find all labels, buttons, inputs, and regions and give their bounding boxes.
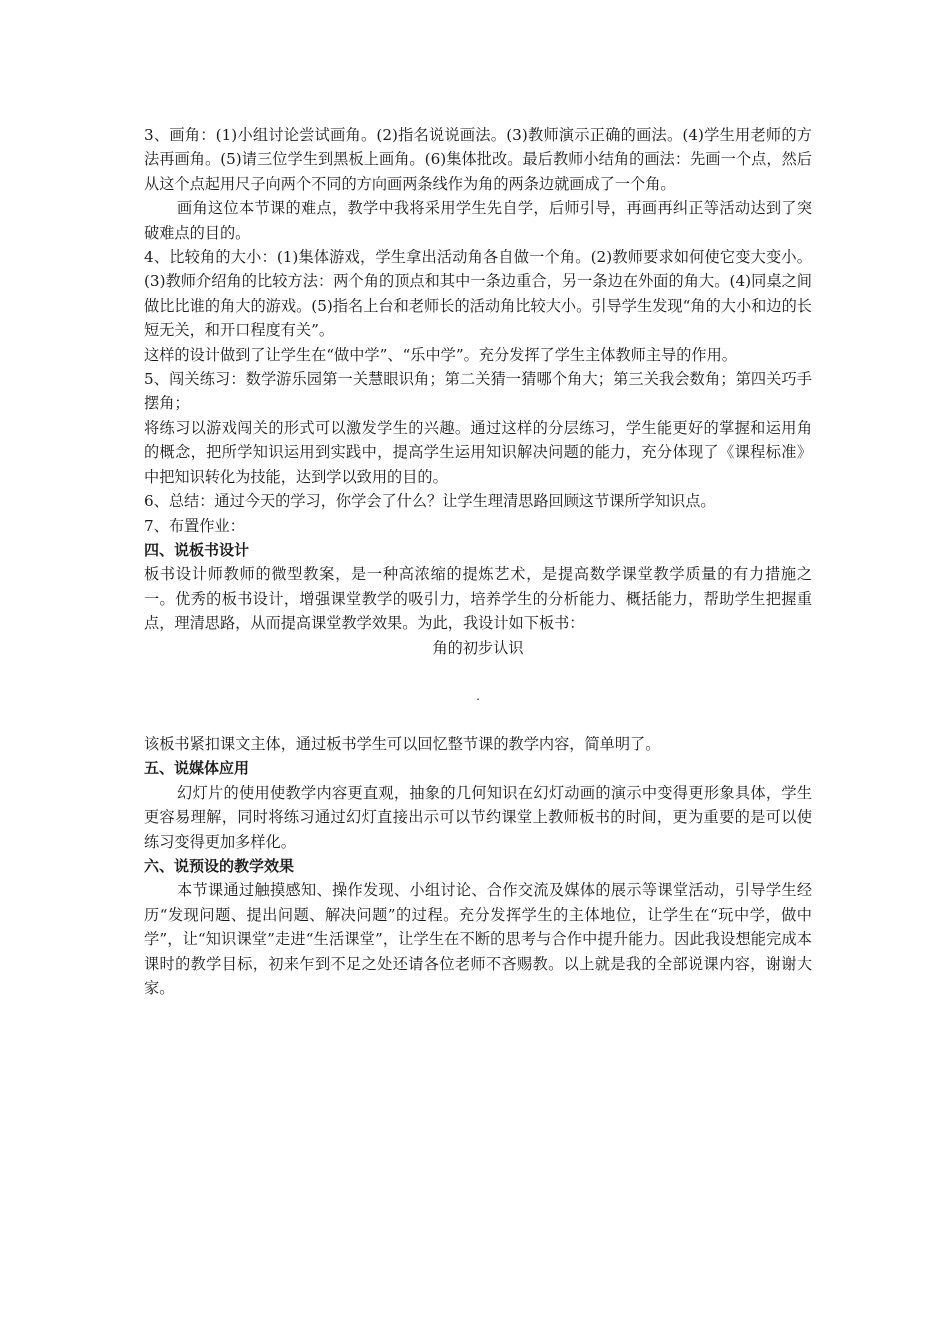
paragraph-board-design: 板书设计师教师的微型教案，是一种高浓缩的提炼艺术，是提高数学课堂教学质量的有力措施之一。优秀的板书设计，增强课堂教学的吸引力，培养学生的分析能力、概括能力，帮助学生把握重点，理清思路，从而提高课堂教学效果。为此，我设计如下板书： [144,565,812,633]
section-heading-media: 五、说媒体应用 [144,759,250,778]
board-placeholder-dot: . [476,688,480,703]
spacer [144,708,812,732]
spacer [144,660,812,684]
paragraph-homework: 7、布置作业： [144,516,245,535]
section-heading-board: 四、说板书设计 [144,540,250,559]
paragraph-draw-angle: 3、画角：(1)小组讨论尝试画角。(2)指名说说画法。(3)教师演示正确的画法。(4)学生用老师的方法再画角。(5)请三位学生到黑板上画角。(6)集体批改。最后教师小结角的画法：先画一个点，然后从这个点起用尺子向两个不同的方向画两条线作为角的两条边就画成了一个角。 [144,126,812,193]
paragraph-practice-note: 将练习以游戏闯关的形式可以激发学生的兴趣。通过这样的分层练习，学生能更好的掌握和运用角的概念，把所学知识运用到实践中，提高学生运用知识解决问题的能力，充分体现了《课程标准》中把知识转化为技能，达到学以致用的目的。 [144,418,812,486]
paragraph-practice: 5、闯关练习：数学游乐园第一关慧眼识角；第二关猜一猜哪个角大；第三关我会数角；第四关巧手摆角； [144,370,812,413]
paragraph-compare-note: 这样的设计做到了让学生在“做中学”、“乐中学”。充分发挥了学生主体教师主导的作用。 [144,345,737,364]
paragraph-summary: 6、总结：通过今天的学习，你学会了什么？让学生理清思路回顾这节课所学知识点。 [144,492,716,511]
paragraph-effect: 本节课通过触摸感知、操作发现、小组讨论、合作交流及媒体的展示等课堂活动，引导学生经历“发现问题、提出问题、解决问题”的过程。充分发挥学生的主体地位，让学生在“玩中学，做中学”，让“知识课堂”走进“生活课堂”，让学生在不断的思考与合作中提升能力。因此我设想能完成本课时的教学目标，初来乍到不足之处还请各位老师不吝赐教。以上就是我的全部说课内容，谢谢大家。 [144,881,812,997]
document-body [144,123,812,1000]
board-title: 角的初步认识 [432,638,524,657]
paragraph-media: 幻灯片的使用使教学内容更直观，抽象的几何知识在幻灯动画的演示中变得更形象具体，学生更容易理解，同时将练习通过幻灯直接出示可以节约课堂上教师板书的时间，更为重要的是可以使练习变得更加多样化。 [144,783,812,851]
paragraph-draw-angle-note: 画角这位本节课的难点，教学中我将采用学生先自学，后师引导，再画再纠正等活动达到了突破难点的目的。 [144,199,812,242]
section-heading-effect: 六、说预设的教学效果 [144,856,295,875]
paragraph-board-note: 该板书紧扣课文主体，通过板书学生可以回忆整节课的教学内容，简单明了。 [144,734,661,753]
paragraph-compare-angles: 4、比较角的大小：(1)集体游戏，学生拿出活动角各自做一个角。(2)教师要求如何使它变大变小。(3)教师介绍角的比较方法：两个角的顶点和其中一条边重合，另一条边在外面的角大。(4)同桌之间做比比谁的角大的游戏。(5)指名上台和老师长的活动角比较大小。引导学生发现“角的大小和边的长短无关，和开口程度有关”。 [144,248,812,340]
